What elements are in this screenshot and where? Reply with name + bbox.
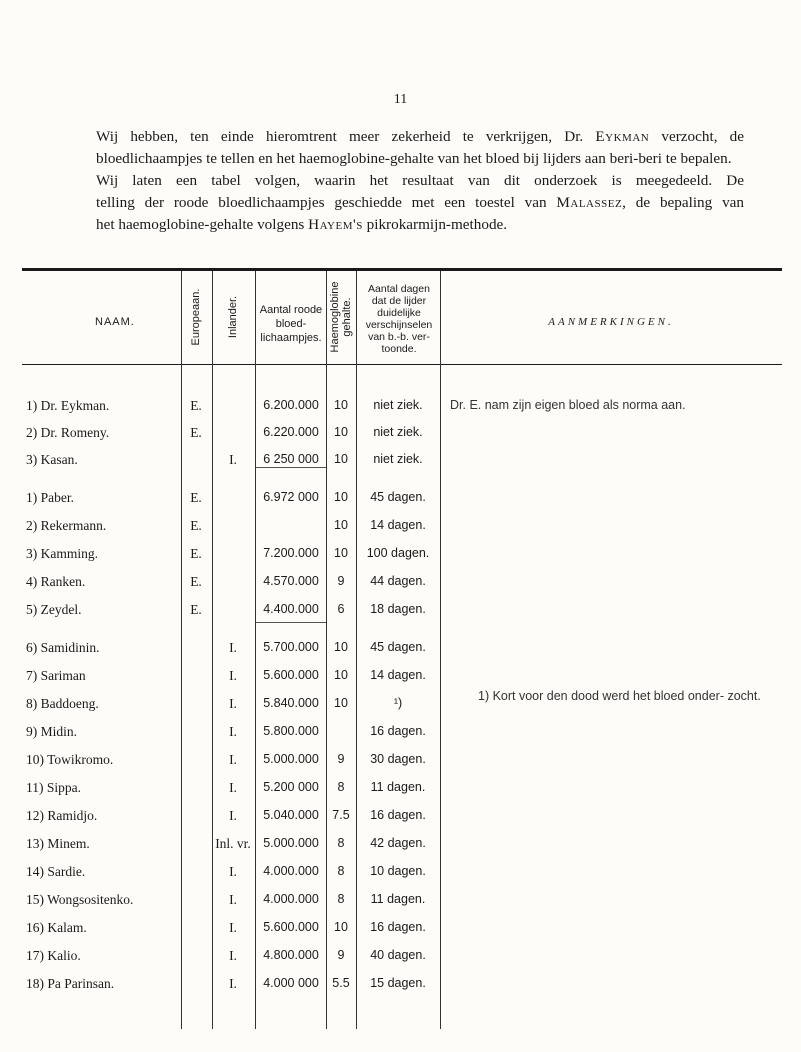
- cell-name: 3) Kasan.: [26, 452, 78, 467]
- table-row: [0, 640, 801, 660]
- header-europeaan: Europeaan.: [190, 288, 202, 346]
- cell-inlander: I.: [229, 752, 237, 767]
- cell-days: 30 dagen.: [370, 752, 426, 766]
- cell-name: 15) Wongsositenko.: [26, 892, 134, 907]
- header-haemoglobine-line-2: gehalte.: [341, 297, 353, 337]
- header-aantal-line-3: lichaampjes.: [260, 332, 322, 344]
- text-run: Wij laten een tabel volgen, waarin het resultaat van dit onderzoek is meegedeeld. De: [96, 172, 744, 189]
- cell-inlander: I.: [229, 640, 237, 655]
- cell-haemoglobine: 6: [337, 602, 345, 616]
- cell-name: 11) Sippa.: [26, 780, 81, 795]
- cell-inlander: I.: [229, 864, 237, 879]
- cell-days: niet ziek.: [373, 425, 423, 439]
- cell-days: 45 dagen.: [370, 490, 426, 504]
- cell-inlander: I.: [229, 976, 237, 991]
- cell-count: 5.040.000: [263, 808, 319, 822]
- cell-count: 6 250 000: [263, 452, 319, 466]
- header-dagen-line-3: duidelijke: [377, 307, 421, 319]
- paragraph-line: [96, 214, 744, 236]
- cell-inlander: I.: [229, 892, 237, 907]
- text-run: het haemoglobine-gehalte volgens: [96, 216, 309, 233]
- author-name: Hayem's: [308, 216, 363, 233]
- header-inlander: Inlander.: [227, 295, 239, 339]
- text-run: pikrokarmijn-methode.: [362, 216, 508, 233]
- table-row: [0, 724, 801, 744]
- table-row: [0, 398, 801, 418]
- cell-count: 7.200.000: [263, 546, 319, 560]
- cell-haemoglobine: 10: [334, 668, 348, 682]
- table-row: [0, 425, 801, 445]
- cell-haemoglobine: 8: [337, 836, 345, 850]
- cell-days: 11 dagen.: [370, 892, 426, 906]
- cell-name: 4) Ranken.: [26, 574, 86, 589]
- cell-count: 4.800.000: [263, 948, 319, 962]
- text-run: verzocht, de: [649, 128, 744, 145]
- cell-days: 40 dagen.: [370, 948, 426, 962]
- text-run: Wij hebben, ten einde hieromtrent meer zekerheid te verkrijgen, Dr.: [96, 128, 596, 145]
- cell-name: 12) Ramidjo.: [26, 808, 98, 823]
- cell-name: 17) Kalio.: [26, 948, 81, 963]
- header-naam: NAAM.: [95, 316, 135, 328]
- cell-days: 45 dagen.: [370, 640, 426, 654]
- cell-inlander: Inl. vr.: [215, 836, 251, 851]
- cell-days: ¹): [393, 696, 403, 710]
- header-aantal-line-1: Aantal roode: [259, 304, 323, 316]
- cell-haemoglobine: 8: [337, 780, 345, 794]
- cell-inlander: I.: [229, 668, 237, 683]
- paragraph-line: [96, 148, 744, 170]
- cell-inlander: I.: [229, 452, 237, 467]
- cell-name: 18) Pa Parinsan.: [26, 976, 115, 991]
- cell-haemoglobine: 9: [337, 574, 345, 588]
- header-dagen: [358, 283, 440, 355]
- cell-count: 4.570.000: [263, 574, 319, 588]
- cell-name: 14) Sardie.: [26, 864, 86, 879]
- cell-haemoglobine: 10: [334, 640, 348, 654]
- cell-haemoglobine: 10: [334, 425, 348, 439]
- table-row: [0, 490, 801, 510]
- footnote: 1) Kort voor den dood werd het bloed onder- zocht.: [478, 689, 761, 703]
- cell-haemoglobine: 7.5: [332, 808, 350, 822]
- cell-haemoglobine: 8: [337, 892, 345, 906]
- cell-name: 9) Midin.: [26, 724, 78, 739]
- cell-count: 5.600.000: [263, 668, 319, 682]
- cell-haemoglobine: 8: [337, 864, 345, 878]
- table-row: [0, 808, 801, 828]
- cell-haemoglobine: 10: [334, 490, 348, 504]
- cell-europeaan: E.: [190, 602, 202, 617]
- cell-europeaan: E.: [190, 490, 202, 505]
- cell-days: 16 dagen.: [370, 808, 426, 822]
- cell-days: 18 dagen.: [370, 602, 426, 616]
- table-row: [0, 892, 801, 912]
- table-header-rule: [22, 364, 782, 365]
- cell-count: 4.000.000: [263, 864, 319, 878]
- author-name: Malassez: [556, 194, 623, 211]
- author-name: Eykman: [595, 128, 650, 145]
- cell-count: 6.220.000: [263, 425, 319, 439]
- table-row: [0, 574, 801, 594]
- cell-count: 5.600.000: [263, 920, 319, 934]
- cell-inlander: I.: [229, 780, 237, 795]
- table-row: [0, 864, 801, 884]
- text-run: telling der roode bloedlichaampjes geschiedde met een toestel van: [96, 194, 557, 211]
- cell-count: 5.700.000: [263, 640, 319, 654]
- cell-europeaan: E.: [190, 518, 202, 533]
- header-dagen-line-5: van b.-b. ver-: [368, 331, 430, 343]
- header-aantal-line-2: bloed-: [275, 318, 307, 330]
- table-row: [0, 668, 801, 688]
- table-row: [0, 602, 801, 622]
- table-top-rule: [22, 268, 782, 271]
- header-haemoglobine: [329, 276, 353, 358]
- paragraph-1: [96, 126, 744, 170]
- cell-days: 14 dagen.: [370, 668, 426, 682]
- header-aantal: [256, 303, 326, 345]
- cell-europeaan: E.: [190, 425, 202, 440]
- cell-haemoglobine: 9: [337, 752, 345, 766]
- cell-haemoglobine: 10: [334, 696, 348, 710]
- cell-haemoglobine: 10: [334, 920, 348, 934]
- cell-count: 5.800.000: [263, 724, 319, 738]
- cell-haemoglobine: 10: [334, 398, 348, 412]
- cell-count: 4.000.000: [263, 892, 319, 906]
- cell-days: 16 dagen.: [370, 920, 426, 934]
- table-row: [0, 752, 801, 772]
- group-separator-2: [256, 622, 326, 623]
- header-dagen-line-4: verschijnselen: [365, 319, 433, 331]
- cell-haemoglobine: 9: [337, 948, 345, 962]
- cell-haemoglobine: 10: [334, 546, 348, 560]
- cell-name: 10) Towikromo.: [26, 752, 114, 767]
- cell-days: 14 dagen.: [370, 518, 426, 532]
- table-row: [0, 920, 801, 940]
- table-row: [0, 948, 801, 968]
- cell-name: 7) Sariman: [26, 668, 86, 683]
- text-run: , de bepaling van: [622, 194, 745, 211]
- paragraph-line: [96, 126, 744, 148]
- cell-inlander: I.: [229, 724, 237, 739]
- cell-name: 1) Dr. Eykman.: [26, 398, 110, 413]
- table-row: [0, 518, 801, 538]
- text-run: bloedlichaampjes te tellen en het haemoglobine-gehalte van het bloed bij lijders aan beri-beri te bepalen.: [96, 150, 732, 167]
- header-dagen-line-1: Aantal dagen: [368, 283, 430, 295]
- paragraph-line: [96, 192, 744, 214]
- cell-count: 5.840.000: [263, 696, 319, 710]
- header-dagen-line-6: toonde.: [381, 343, 417, 355]
- cell-europeaan: E.: [190, 574, 202, 589]
- cell-days: 11 dagen.: [370, 780, 426, 794]
- cell-inlander: I.: [229, 948, 237, 963]
- cell-days: 16 dagen.: [370, 724, 426, 738]
- cell-haemoglobine: 10: [334, 518, 348, 532]
- paragraph-2: [96, 170, 744, 236]
- cell-europeaan: E.: [190, 546, 202, 561]
- cell-count: 5.200 000: [263, 780, 319, 794]
- page-number: 11: [393, 92, 408, 107]
- paragraph-line: [96, 170, 744, 192]
- cell-inlander: I.: [229, 808, 237, 823]
- cell-days: 44 dagen.: [370, 574, 426, 588]
- table-row: [0, 780, 801, 800]
- cell-days: niet ziek.: [373, 452, 423, 466]
- cell-name: 3) Kamming.: [26, 546, 98, 561]
- cell-remark: Dr. E. nam zijn eigen bloed als norma aan.: [450, 398, 686, 412]
- header-haemoglobine-line-1: Haemoglobine: [329, 281, 341, 353]
- cell-name: 1) Paber.: [26, 490, 74, 505]
- cell-days: 100 dagen.: [366, 546, 430, 560]
- cell-count: 4.000 000: [263, 976, 319, 990]
- cell-count: 5.000.000: [263, 752, 319, 766]
- cell-haemoglobine: 5.5: [332, 976, 350, 990]
- cell-name: 8) Baddoeng.: [26, 696, 99, 711]
- table-row: [0, 546, 801, 566]
- cell-name: 2) Dr. Romeny.: [26, 425, 110, 440]
- cell-days: niet ziek.: [373, 398, 423, 412]
- cell-days: 10 dagen.: [370, 864, 426, 878]
- header-dagen-line-2: dat de lijder: [371, 295, 427, 307]
- cell-count: 5.000.000: [263, 836, 319, 850]
- cell-name: 6) Samidinin.: [26, 640, 100, 655]
- cell-name: 2) Rekermann.: [26, 518, 107, 533]
- cell-name: 5) Zeydel.: [26, 602, 82, 617]
- cell-count: 6.972 000: [263, 490, 319, 504]
- cell-count: 4.400.000: [263, 602, 319, 616]
- table-row: [0, 836, 801, 856]
- cell-inlander: I.: [229, 920, 237, 935]
- cell-days: 15 dagen.: [370, 976, 426, 990]
- cell-name: 13) Minem.: [26, 836, 90, 851]
- table-row: [0, 976, 801, 996]
- cell-days: 42 dagen.: [370, 836, 426, 850]
- header-aanmerkingen: AANMERKINGEN.: [548, 316, 674, 328]
- table-row: [0, 452, 801, 472]
- cell-count: 6.200.000: [263, 398, 319, 412]
- cell-europeaan: E.: [190, 398, 202, 413]
- cell-haemoglobine: 10: [334, 452, 348, 466]
- cell-name: 16) Kalam.: [26, 920, 87, 935]
- cell-inlander: I.: [229, 696, 237, 711]
